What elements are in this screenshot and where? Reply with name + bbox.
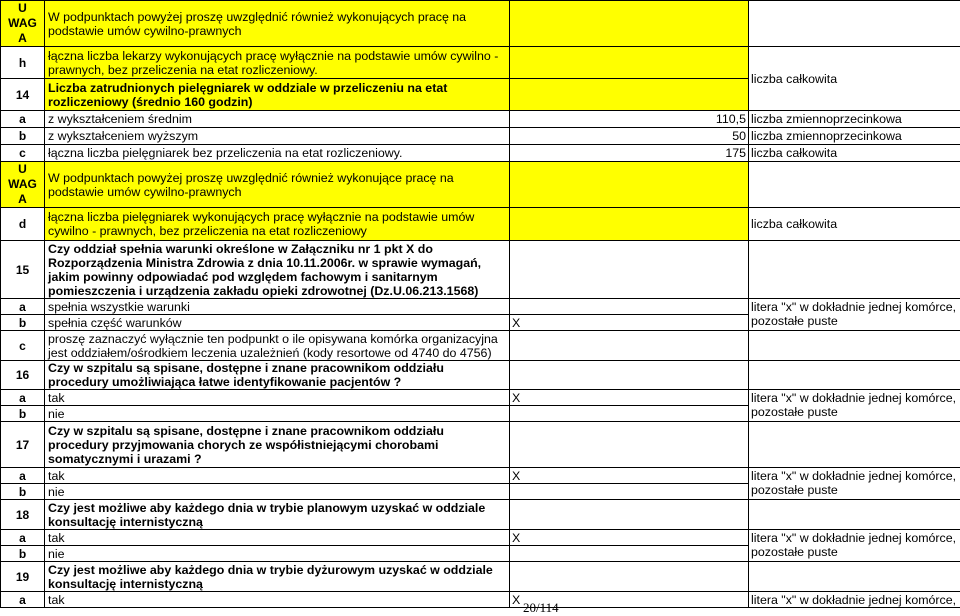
question-text: Liczba zatrudnionych pielęgniarek w oddziale w przeliczeniu na etat rozliczeniowy (średnio 160 godzin)	[45, 79, 510, 111]
answer-cell[interactable]	[510, 162, 749, 208]
format-note-line: litera "x" w dokładnie jednej komórce,	[751, 531, 957, 545]
answer-mark[interactable]	[510, 406, 749, 422]
table-row	[1, 299, 960, 315]
answer-mark[interactable]: X	[510, 390, 749, 406]
row-text: z wykształceniem średnim	[45, 111, 510, 128]
format-note	[749, 530, 960, 562]
row-letter: b	[1, 484, 45, 500]
question-text: Czy oddział spełnia warunki określone w Załączniku nr 1 pkt X do Rozporządzenia Ministra Zdrowia z dnia 10.11.2006r. w sprawie wymagań, jakim powinny odpowiadać pod względem fachowym i sanitarnym pomieszczenia i urządzenia zakładu opieki zdrowotnej (Dz.U.06.213.1568)	[45, 241, 510, 299]
format-note	[749, 162, 960, 208]
row-text: łączna liczba pielęgniarek bez przeliczenia na etat rozliczeniowy.	[45, 145, 510, 162]
format-note	[749, 299, 960, 331]
row-letter: b	[1, 315, 45, 331]
row-letter: a	[1, 468, 45, 484]
format-note	[749, 1, 960, 47]
attention-marker: U WAG A	[1, 162, 45, 208]
answer-mark[interactable]: X	[510, 468, 749, 484]
table-row	[1, 241, 960, 299]
format-note: liczba zmiennoprzecinkowa	[749, 111, 960, 128]
question-number: 14	[1, 79, 45, 111]
table-row	[1, 422, 960, 468]
table-row	[1, 145, 960, 162]
table-row	[1, 530, 960, 546]
format-note: liczba zmiennoprzecinkowa	[749, 128, 960, 145]
table-row	[1, 47, 960, 79]
table-row	[1, 562, 960, 592]
format-note: liczba całkowita	[749, 47, 960, 111]
row-text: nie	[45, 406, 510, 422]
format-note: litera "x" w dokładnie jednej komórce,	[749, 592, 960, 608]
row-text: nie	[45, 546, 510, 562]
format-note-line: litera "x" w dokładnie jednej komórce,	[751, 469, 957, 483]
format-note: liczba całkowita	[749, 208, 960, 241]
row-text: proszę zaznaczyć wyłącznie ten podpunkt o ile opisywana komórka organizacyjna jest oddziałem/ośrodkiem leczenia uzależnień (kody resortowe od 4740 do 4756)	[45, 331, 510, 361]
question-text: Czy jest możliwe aby każdego dnia w trybie dyżurowym uzyskać w oddziale konsultację internistyczną	[45, 562, 510, 592]
question-number: 15	[1, 241, 45, 299]
answer-mark[interactable]	[510, 331, 749, 361]
row-text: spełnia wszystkie warunki	[45, 299, 510, 315]
answer-mark[interactable]	[510, 546, 749, 562]
question-text: Czy w szpitalu są spisane, dostępne i znane pracownikom oddziału procedury umożliwiająca łatwe identyfikowanie pacjentów ?	[45, 361, 510, 390]
row-letter: b	[1, 406, 45, 422]
question-number: 16	[1, 361, 45, 390]
format-note-line: pozostałe puste	[751, 314, 957, 328]
row-text: łączna liczba lekarzy wykonujących pracę wyłącznie na podstawie umów cywilno - prawnych, bez przeliczenia na etat rozliczeniowy.	[45, 47, 510, 79]
table-row	[1, 1, 960, 47]
answer-cell[interactable]	[510, 208, 749, 241]
answer-cell[interactable]	[510, 241, 749, 299]
table-row	[1, 111, 960, 128]
format-note-line: pozostałe puste	[751, 405, 957, 419]
table-row	[1, 390, 960, 406]
row-letter: a	[1, 390, 45, 406]
answer-value[interactable]: 110,5	[510, 111, 749, 128]
row-text: tak	[45, 390, 510, 406]
answer-cell[interactable]	[510, 500, 749, 530]
format-note	[749, 422, 960, 468]
table-row	[1, 361, 960, 390]
row-text: tak	[45, 468, 510, 484]
question-text: Czy jest możliwe aby każdego dnia w trybie planowym uzyskać w oddziale konsultację internistyczną	[45, 500, 510, 530]
format-note	[749, 241, 960, 299]
row-text: W podpunktach powyżej proszę uwzględnić również wykonujące pracę na podstawie umów cywilno-prawnych	[45, 162, 510, 208]
row-letter: a	[1, 299, 45, 315]
row-text: tak	[45, 530, 510, 546]
format-note	[749, 390, 960, 422]
answer-mark[interactable]	[510, 484, 749, 500]
format-note-line: litera "x" w dokładnie jednej komórce,	[751, 391, 957, 405]
table-row	[1, 128, 960, 145]
table-row	[1, 500, 960, 530]
format-note	[749, 500, 960, 530]
answer-value[interactable]: 175	[510, 145, 749, 162]
row-text: tak	[45, 592, 510, 608]
table-row	[1, 468, 960, 484]
question-number: 18	[1, 500, 45, 530]
answer-value[interactable]: 50	[510, 128, 749, 145]
answer-cell[interactable]	[510, 1, 749, 47]
format-note-line: pozostałe puste	[751, 483, 957, 497]
row-letter: d	[1, 208, 45, 241]
format-note	[749, 331, 960, 361]
answer-cell[interactable]	[510, 47, 749, 79]
table-row	[1, 162, 960, 208]
answer-mark[interactable]: X	[510, 592, 749, 608]
format-note	[749, 468, 960, 500]
question-text: Czy w szpitalu są spisane, dostępne i znane pracownikom oddziału procedury przyjmowania chorych ze współistniejącymi chorobami somatycznymi i urazami ?	[45, 422, 510, 468]
answer-mark[interactable]: X	[510, 530, 749, 546]
format-note	[749, 562, 960, 592]
format-note-line: litera "x" w dokładnie jednej komórce,	[751, 300, 957, 314]
page-number: 20/114	[523, 600, 559, 616]
row-letter: a	[1, 111, 45, 128]
answer-cell[interactable]	[510, 422, 749, 468]
row-text: nie	[45, 484, 510, 500]
row-text: spełnia część warunków	[45, 315, 510, 331]
row-text: W podpunktach powyżej proszę uwzględnić również wykonujących pracę na podstawie umów cywilno-prawnych	[45, 1, 510, 47]
row-letter: a	[1, 530, 45, 546]
row-letter: c	[1, 145, 45, 162]
table-row	[1, 208, 960, 241]
question-number: 17	[1, 422, 45, 468]
format-note-line: pozostałe puste	[751, 545, 957, 559]
row-text: z wykształceniem wyższym	[45, 128, 510, 145]
format-note: liczba całkowita	[749, 145, 960, 162]
row-letter: c	[1, 331, 45, 361]
question-number: 19	[1, 562, 45, 592]
answer-cell[interactable]	[510, 562, 749, 592]
row-letter: b	[1, 546, 45, 562]
answer-mark[interactable]: X	[510, 315, 749, 331]
row-letter: b	[1, 128, 45, 145]
table-row	[1, 592, 960, 608]
attention-marker: U WAG A	[1, 1, 45, 47]
answer-cell[interactable]	[510, 79, 749, 111]
table-row	[1, 331, 960, 361]
row-letter: a	[1, 592, 45, 608]
answer-cell[interactable]	[510, 361, 749, 390]
format-note	[749, 361, 960, 390]
row-letter: h	[1, 47, 45, 79]
answer-mark[interactable]	[510, 299, 749, 315]
row-text: łączna liczba pielęgniarek wykonujących pracę wyłącznie na podstawie umów cywilno - prawnych, bez przeliczenia na etat rozliczeniowy	[45, 208, 510, 241]
